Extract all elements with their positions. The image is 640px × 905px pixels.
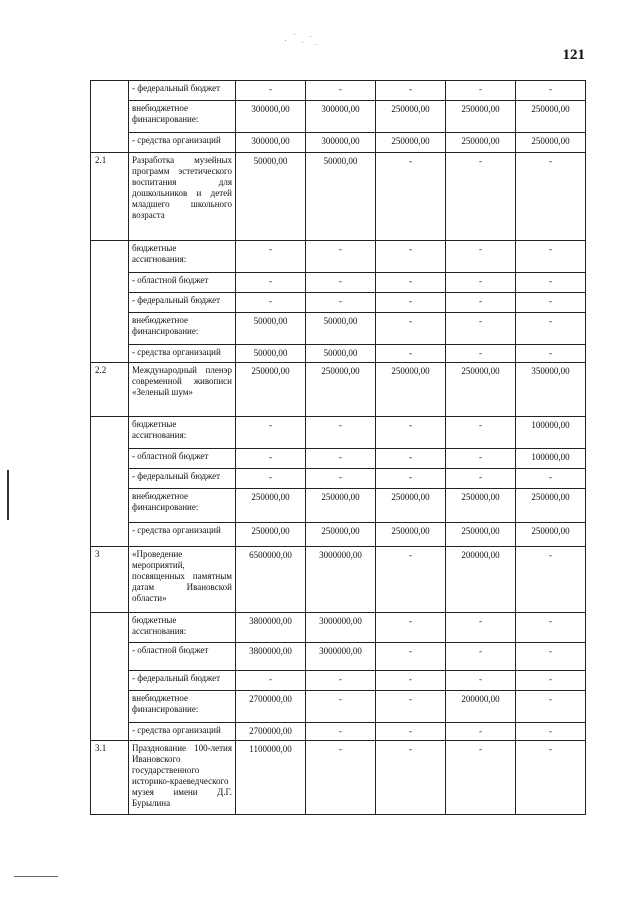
budget-table (90, 80, 586, 815)
row-value: - (446, 643, 516, 671)
row-value: 50000,00 (236, 153, 306, 241)
row-value: - (376, 449, 446, 469)
row-value: - (516, 345, 586, 363)
row-value: 50000,00 (236, 313, 306, 345)
row-value: - (516, 691, 586, 723)
row-value: 300000,00 (306, 101, 376, 133)
row-name: внебюджетное финансирование: (129, 313, 236, 345)
row-value: - (446, 313, 516, 345)
row-value: 3800000,00 (236, 643, 306, 671)
row-value: - (376, 741, 446, 815)
table-row (91, 449, 586, 469)
row-name: - средства организаций (129, 345, 236, 363)
row-value: 250000,00 (376, 363, 446, 417)
row-value: 250000,00 (446, 363, 516, 417)
row-value: 250000,00 (236, 489, 306, 523)
row-value: 3000000,00 (306, 643, 376, 671)
row-value: 250000,00 (446, 101, 516, 133)
table-row (91, 613, 586, 643)
footer-mark (14, 876, 58, 877)
row-value: - (516, 313, 586, 345)
row-value: - (376, 313, 446, 345)
row-value: 250000,00 (306, 489, 376, 523)
row-value: - (306, 273, 376, 293)
row-name: - средства организаций (129, 723, 236, 741)
row-value: - (376, 417, 446, 449)
row-value: - (516, 547, 586, 613)
row-value: 250000,00 (236, 523, 306, 547)
row-value: 2700000,00 (236, 723, 306, 741)
row-name: - средства организаций (129, 133, 236, 153)
row-value: 50000,00 (236, 345, 306, 363)
row-value: 1100000,00 (236, 741, 306, 815)
row-value: - (376, 469, 446, 489)
row-index (91, 449, 129, 469)
row-value: 3800000,00 (236, 613, 306, 643)
row-name: - средства организаций (129, 523, 236, 547)
row-value: - (516, 293, 586, 313)
table-row (91, 469, 586, 489)
row-value: - (306, 741, 376, 815)
row-index: 3.1 (91, 741, 129, 815)
row-name: внебюджетное финансирование: (129, 691, 236, 723)
row-value: - (446, 241, 516, 273)
row-value: - (306, 417, 376, 449)
row-value: 6500000,00 (236, 547, 306, 613)
row-value: 3000000,00 (306, 613, 376, 643)
row-name: - федеральный бюджет (129, 81, 236, 101)
row-value: - (516, 643, 586, 671)
row-value: - (376, 241, 446, 273)
row-value: 300000,00 (236, 101, 306, 133)
table-row (91, 691, 586, 723)
row-index (91, 345, 129, 363)
row-index (91, 691, 129, 723)
row-index (91, 101, 129, 133)
row-value: 250000,00 (376, 523, 446, 547)
row-value: - (236, 449, 306, 469)
row-value: - (306, 293, 376, 313)
row-value: - (236, 671, 306, 691)
row-index (91, 133, 129, 153)
row-value: - (306, 691, 376, 723)
row-index: 3 (91, 547, 129, 613)
row-value: - (376, 345, 446, 363)
row-value: - (446, 293, 516, 313)
row-value: - (516, 671, 586, 691)
row-name: Международный пленэр современной живописи «Зеленый шум» (129, 363, 236, 417)
row-value: 50000,00 (306, 313, 376, 345)
row-value: - (236, 293, 306, 313)
row-name: Празднование 100-летия Ивановского государственного историко-краеведческого музея имени Д.Г. Бурылина (129, 741, 236, 815)
row-value: 50000,00 (306, 345, 376, 363)
table-row (91, 363, 586, 417)
row-name: «Проведение мероприятий, посвященных памятным датам Ивановской области» (129, 547, 236, 613)
row-index (91, 643, 129, 671)
row-value: - (236, 273, 306, 293)
row-value: - (236, 241, 306, 273)
row-value: - (306, 449, 376, 469)
table-row (91, 153, 586, 241)
row-value: 50000,00 (306, 153, 376, 241)
row-index (91, 293, 129, 313)
row-value: 250000,00 (376, 101, 446, 133)
table-row (91, 293, 586, 313)
scan-noise (282, 30, 322, 48)
row-value: - (516, 241, 586, 273)
row-value: - (516, 469, 586, 489)
row-value: - (446, 345, 516, 363)
row-value: - (236, 417, 306, 449)
table-row (91, 523, 586, 547)
row-value: - (306, 81, 376, 101)
row-value: - (236, 469, 306, 489)
row-value: - (376, 643, 446, 671)
row-index (91, 273, 129, 293)
row-value: 250000,00 (516, 101, 586, 133)
row-value: - (516, 81, 586, 101)
row-index (91, 417, 129, 449)
row-value: 250000,00 (236, 363, 306, 417)
row-value: - (446, 723, 516, 741)
row-value: - (446, 613, 516, 643)
table-row (91, 241, 586, 273)
table-row (91, 101, 586, 133)
row-value: 250000,00 (306, 523, 376, 547)
table-row (91, 133, 586, 153)
table-row (91, 741, 586, 815)
row-value: 250000,00 (376, 489, 446, 523)
table-row (91, 671, 586, 691)
row-value: - (376, 671, 446, 691)
row-value: - (306, 241, 376, 273)
row-value: 3000000,00 (306, 547, 376, 613)
row-name: внебюджетное финансирование: (129, 489, 236, 523)
row-value: - (376, 81, 446, 101)
row-value: - (446, 417, 516, 449)
row-value: - (376, 153, 446, 241)
row-value: - (376, 613, 446, 643)
row-name: - областной бюджет (129, 643, 236, 671)
row-value: - (516, 273, 586, 293)
row-value: 350000,00 (516, 363, 586, 417)
row-value: 250000,00 (446, 523, 516, 547)
row-name: бюджетные ассигнования: (129, 417, 236, 449)
row-value: - (516, 723, 586, 741)
row-value: - (306, 723, 376, 741)
row-value: 100000,00 (516, 417, 586, 449)
row-name: внебюджетное финансирование: (129, 101, 236, 133)
row-value: - (516, 613, 586, 643)
table-row (91, 273, 586, 293)
row-name: бюджетные ассигнования: (129, 241, 236, 273)
row-index (91, 313, 129, 345)
row-value: 300000,00 (236, 133, 306, 153)
table-row (91, 547, 586, 613)
row-value: - (516, 153, 586, 241)
row-value: - (446, 741, 516, 815)
row-index: 2.1 (91, 153, 129, 241)
table-row (91, 489, 586, 523)
row-value: 250000,00 (446, 133, 516, 153)
row-name: - федеральный бюджет (129, 671, 236, 691)
row-value: 2700000,00 (236, 691, 306, 723)
row-value: - (236, 81, 306, 101)
row-index (91, 723, 129, 741)
table-row (91, 643, 586, 671)
page-number: 121 (562, 47, 585, 63)
row-index (91, 241, 129, 273)
row-value: 200000,00 (446, 547, 516, 613)
row-name: - федеральный бюджет (129, 293, 236, 313)
row-value: - (376, 723, 446, 741)
row-value: 250000,00 (516, 489, 586, 523)
row-value: 250000,00 (516, 133, 586, 153)
row-value: - (376, 547, 446, 613)
row-value: 300000,00 (306, 133, 376, 153)
table-row (91, 313, 586, 345)
row-value: 250000,00 (446, 489, 516, 523)
row-value: 250000,00 (376, 133, 446, 153)
row-index (91, 81, 129, 101)
row-index: 2.2 (91, 363, 129, 417)
row-value: - (376, 293, 446, 313)
table-row (91, 81, 586, 101)
row-index (91, 671, 129, 691)
row-name: Разработка музейных программ эстетического воспитания для дошкольников и детей младшего школьного возраста (129, 153, 236, 241)
row-value: 200000,00 (446, 691, 516, 723)
row-value: - (446, 449, 516, 469)
row-value: - (306, 671, 376, 691)
row-value: - (376, 273, 446, 293)
row-value: - (446, 273, 516, 293)
row-value: 100000,00 (516, 449, 586, 469)
row-index (91, 523, 129, 547)
table-row (91, 345, 586, 363)
table-row (91, 723, 586, 741)
row-name: - областной бюджет (129, 273, 236, 293)
row-value: 250000,00 (306, 363, 376, 417)
row-name: - федеральный бюджет (129, 469, 236, 489)
row-name: бюджетные ассигнования: (129, 613, 236, 643)
row-name: - областной бюджет (129, 449, 236, 469)
row-index (91, 613, 129, 643)
row-value: - (446, 469, 516, 489)
row-value: - (306, 469, 376, 489)
row-value: - (446, 81, 516, 101)
row-value: - (376, 691, 446, 723)
row-index (91, 469, 129, 489)
row-value: - (446, 153, 516, 241)
table-row (91, 417, 586, 449)
row-index (91, 489, 129, 523)
row-value: - (446, 671, 516, 691)
margin-mark (7, 470, 9, 520)
row-value: 250000,00 (516, 523, 586, 547)
row-value: - (516, 741, 586, 815)
